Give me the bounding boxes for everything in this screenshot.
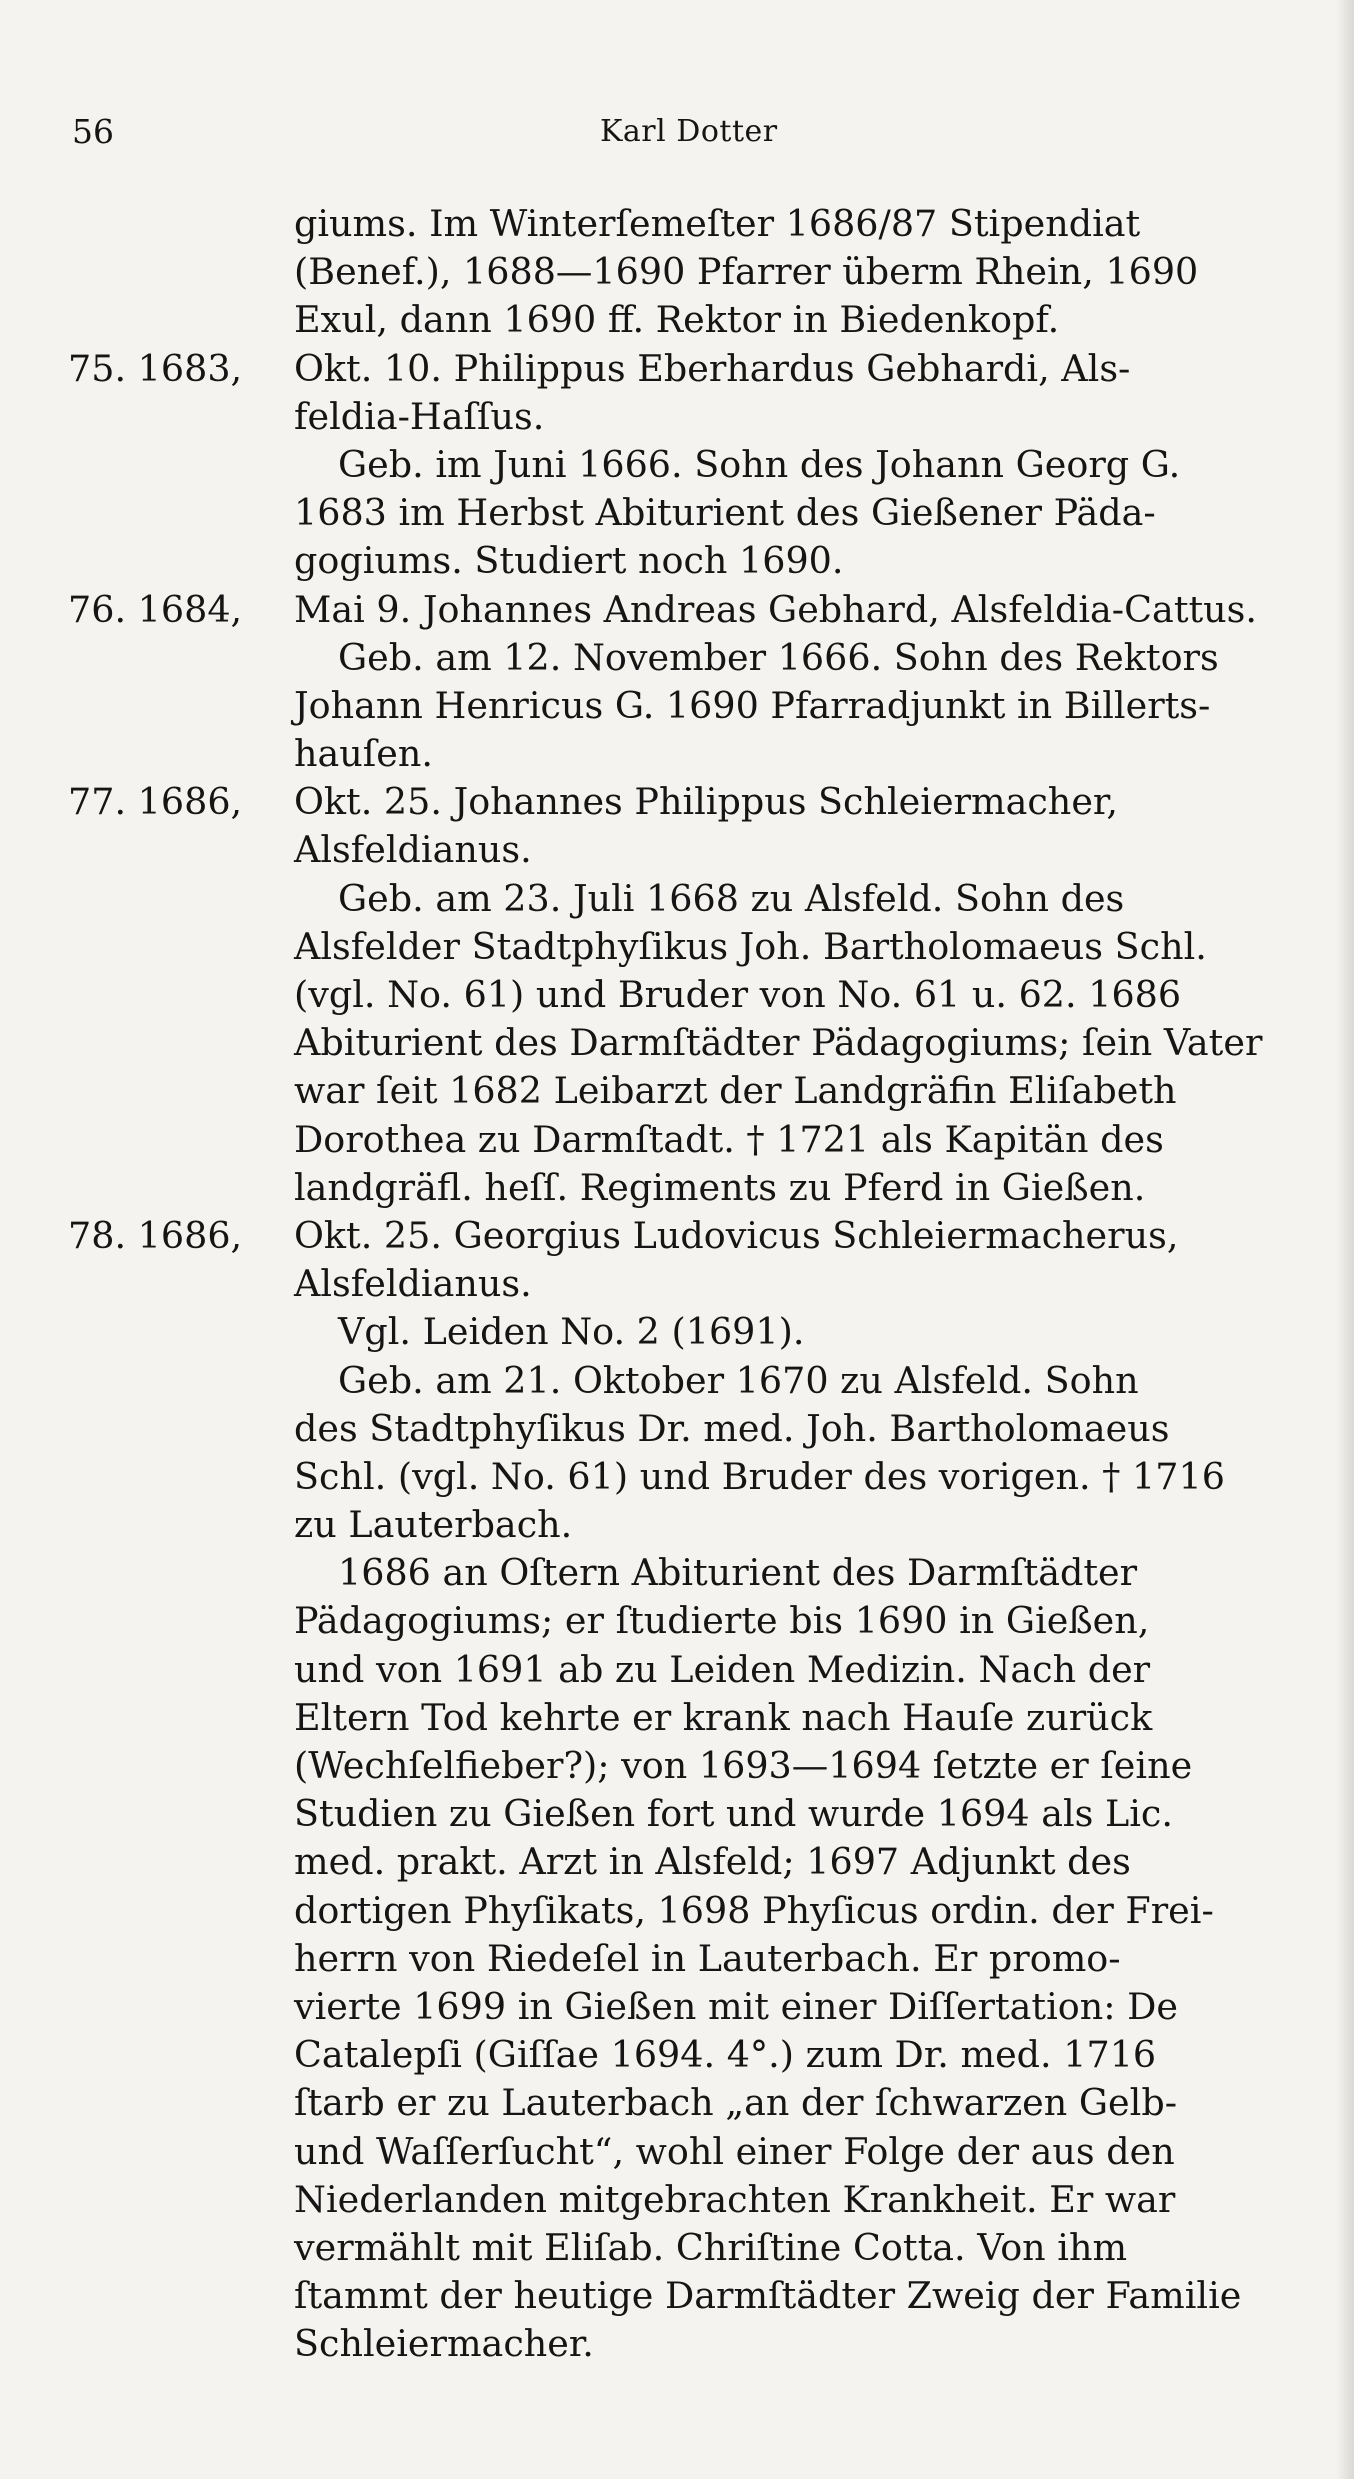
line-text: (Wechſelfieber?); von 1693—1694 ſetzte er ſeine [294, 1744, 1193, 1787]
line-text: ſtarb er zu Lauterbach „an der ſchwarzen Gelb- [294, 2081, 1178, 2125]
line-text: Pädagogiums; er ſtudierte bis 1690 in Gießen, [294, 1599, 1150, 1643]
text-line [68, 1405, 1293, 1453]
text-line [68, 441, 1293, 489]
text-line [68, 345, 1293, 393]
text-line [68, 778, 1293, 826]
text-line [68, 1935, 1293, 1983]
line-text: zu Lauterbach. [294, 1503, 573, 1547]
line-text: (vgl. No. 61) und Bruder von No. 61 u. 62. 1686 [294, 973, 1182, 1016]
line-text: Okt. 25. Georgius Ludovicus Schleiermacherus, [294, 1213, 1179, 1257]
text-line [68, 1067, 1293, 1115]
text-line [68, 682, 1293, 730]
line-text: 1683 im Herbst Abiturient des Gießener Päda- [294, 491, 1156, 535]
body-text [68, 200, 1293, 2368]
entry-number: 76. 1684, [68, 587, 243, 631]
line-text: ſtammt der heutige Darmſtädter Zweig der Familie [294, 2274, 1242, 2318]
text-line [68, 1597, 1293, 1645]
page-header [0, 112, 1354, 152]
line-text: gogiums. Studiert noch 1690. [294, 539, 844, 583]
line-text: med. prakt. Arzt in Alsfeld; 1697 Adjunkt des [294, 1840, 1131, 1884]
line-text: Eltern Tod kehrte er krank nach Hauſe zurück [294, 1695, 1153, 1739]
text-line [68, 2128, 1293, 2176]
text-line [68, 1164, 1293, 1212]
line-text: und Waſſerſucht“, wohl einer Folge der aus den [294, 2129, 1175, 2173]
text-line [68, 1983, 1293, 2031]
line-text: 1686 an Oſtern Abiturient des Darmſtädter [338, 1551, 1138, 1595]
text-line [68, 1357, 1293, 1405]
text-line [68, 1501, 1293, 1549]
line-text: Dorothea zu Darmſtadt. † 1721 als Kapitän des [294, 1117, 1164, 1161]
text-line [68, 1116, 1293, 1164]
text-line [68, 1019, 1293, 1067]
text-line [68, 248, 1293, 296]
entry-number: 75. 1683, [68, 346, 243, 390]
text-line [68, 2031, 1293, 2079]
line-text: Johann Henricus G. 1690 Pfarradjunkt in Billerts- [294, 683, 1211, 727]
line-text: vermählt mit Eliſab. Chriſtine Cotta. Von ihm [294, 2225, 1128, 2269]
line-text: Alsfeldianus. [294, 1262, 532, 1306]
line-text: Studien zu Gießen fort und wurde 1694 als Lic. [294, 1792, 1173, 1836]
line-text: Mai 9. Johannes Andreas Gebhard, Alsfeldia-Cattus. [294, 587, 1257, 631]
line-text: Schl. (vgl. No. 61) und Bruder des vorigen. † 1716 [294, 1454, 1225, 1498]
entry-number: 78. 1686, [68, 1213, 243, 1257]
text-line [68, 586, 1293, 634]
text-line [68, 2224, 1293, 2272]
text-line [68, 826, 1293, 874]
entry-number: 77. 1686, [68, 780, 243, 824]
page-edge-shadow [1336, 0, 1354, 2479]
line-text: Okt. 10. Philippus Eberhardus Gebhardi, Als- [294, 346, 1131, 390]
text-line [68, 1308, 1293, 1356]
line-text: Geb. am 21. Oktober 1670 zu Alsfeld. Sohn [338, 1358, 1139, 1402]
text-line [68, 1838, 1293, 1886]
line-text: Abiturient des Darmſtädter Pädagogiums; ſein Vater [294, 1021, 1263, 1065]
line-text: Catalepſi (Giſſae 1694. 4°.) zum Dr. med. 1716 [294, 2033, 1157, 2077]
text-line [68, 296, 1293, 344]
page-number: 56 [72, 112, 114, 151]
text-line [68, 1694, 1293, 1742]
text-line [68, 489, 1293, 537]
text-line [68, 537, 1293, 585]
text-line [68, 971, 1293, 1019]
text-line [68, 1790, 1293, 1838]
text-line [68, 634, 1293, 682]
line-text: vierte 1699 in Gießen mit einer Diſſertation: De [294, 1984, 1179, 2028]
line-text: dortigen Phyſikats, 1698 Phyſicus ordin. der Frei- [294, 1888, 1214, 1932]
text-line [68, 1549, 1293, 1597]
running-title: Karl Dotter [600, 114, 778, 149]
line-text: Niederlanden mitgebrachten Krankheit. Er war [294, 2177, 1176, 2221]
line-text: (Benef.), 1688—1690 Pfarrer überm Rhein, 1690 [294, 250, 1199, 294]
line-text: des Stadtphyſikus Dr. med. Joh. Bartholomaeus [294, 1406, 1170, 1450]
line-text: Geb. im Juni 1666. Sohn des Johann Georg G. [338, 442, 1181, 486]
line-text: war ſeit 1682 Leibarzt der Landgräfin Eliſabeth [294, 1069, 1177, 1113]
text-line [68, 2176, 1293, 2224]
line-text: Exul, dann 1690 ff. Rektor in Biedenkopf. [294, 298, 1060, 342]
line-text: landgräfl. heſſ. Regiments zu Pferd in Gießen. [294, 1165, 1146, 1209]
line-text: feldia-Haſſus. [294, 394, 545, 438]
text-line [68, 200, 1293, 248]
line-text: hauſen. [294, 732, 433, 776]
line-text: Geb. am 23. Juli 1668 zu Alsfeld. Sohn des [338, 876, 1125, 920]
line-text: Alsfelder Stadtphyſikus Joh. Bartholomaeus Schl. [294, 924, 1207, 968]
line-text: Okt. 25. Johannes Philippus Schleiermacher, [294, 780, 1118, 824]
line-text: herrn von Riedeſel in Lauterbach. Er promo- [294, 1936, 1121, 1980]
text-line [68, 2079, 1293, 2127]
line-text: giums. Im Winterſemeſter 1686/87 Stipendiat [294, 202, 1141, 245]
text-line [68, 923, 1293, 971]
text-line [68, 1453, 1293, 1501]
line-text: Schleiermacher. [294, 2322, 594, 2366]
text-line [68, 1887, 1293, 1935]
text-line [68, 1646, 1293, 1694]
text-line [68, 393, 1293, 441]
text-line [68, 730, 1293, 778]
text-line [68, 2320, 1293, 2368]
line-text: und von 1691 ab zu Leiden Medizin. Nach der [294, 1647, 1151, 1691]
text-line [68, 1212, 1293, 1260]
text-line [68, 875, 1293, 923]
line-text: Alsfeldianus. [294, 828, 532, 872]
text-line [68, 1742, 1293, 1790]
line-text: Geb. am 12. November 1666. Sohn des Rektors [338, 635, 1219, 679]
text-line [68, 1260, 1293, 1308]
text-line [68, 2272, 1293, 2320]
line-text: Vgl. Leiden No. 2 (1691). [338, 1310, 805, 1354]
